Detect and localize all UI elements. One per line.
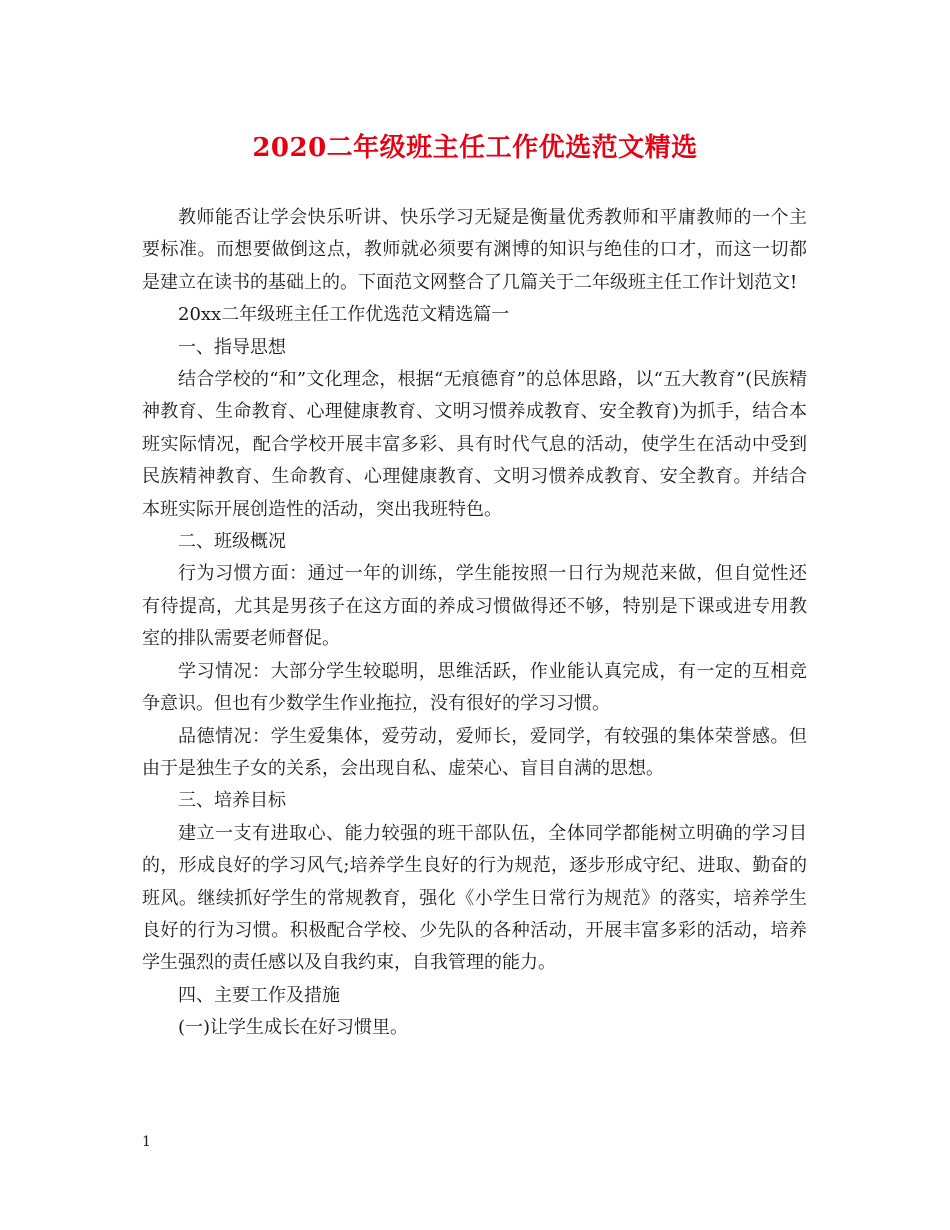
document-body [142,202,807,1045]
section-heading-training-goals: 三、培养目标 [178,790,286,812]
learning-situation-paragraph: 学习情况：大部分学生较聪明，思维活跃，作业能认真完成，有一定的互相竞争意识。但也有少数学生作业拖拉，没有很好的学习习惯。 [142,660,807,715]
page-number: 1 [142,1134,151,1150]
section-heading-main-work: 四、主要工作及措施 [178,984,340,1006]
section-heading-guiding-ideology: 一、指导思想 [178,336,286,358]
document-title: 2020二年级班主任工作优选范文精选 [252,133,698,163]
subsection-heading-good-habits: (一)让学生成长在好习惯里。 [178,1017,409,1039]
section-heading-article-one: 20xx二年级班主任工作优选范文精选篇一 [178,304,510,326]
training-goals-paragraph: 建立一支有进取心、能力较强的班干部队伍，全体同学都能树立明确的学习目的，形成良好的学习风气;培养学生良好的行为规范，逐步形成守纪、进取、勤奋的班风。继续抓好学生的常规教育，强化《小学生日常行为规范》的落实，培养学生良好的行为习惯。积极配合学校、少先队的各种活动，开展丰富多彩的活动，培养学生强烈的责任感以及自我约束，自我管理的能力。 [142,822,807,974]
behavior-habits-paragraph: 行为习惯方面：通过一年的训练，学生能按照一日行为规范来做，但自觉性还有待提高，尤其是男孩子在这方面的养成习惯做得还不够，特别是下课或进专用教室的排队需要老师督促。 [142,563,807,650]
guiding-ideology-paragraph: 结合学校的“和”文化理念，根据“无痕德育”的总体思路，以“五大教育”(民族精神教育、生命教育、心理健康教育、文明习惯养成教育、安全教育)为抓手，结合本班实际情况，配合学校开展丰富多彩、具有时代气息的活动，使学生在活动中受到民族精神教育、生命教育、心理健康教育、文明习惯养成教育、安全教育。并结合本班实际开展创造性的活动，突出我班特色。 [142,369,807,520]
moral-situation-paragraph: 品德情况：学生爱集体，爱劳动，爱师长，爱同学，有较强的集体荣誉感。但由于是独生子女的关系，会出现自私、虚荣心、盲目自满的思想。 [142,725,807,779]
intro-paragraph: 教师能否让学会快乐听讲、快乐学习无疑是衡量优秀教师和平庸教师的一个主要标准。而想要做倒这点，教师就必须要有渊博的知识与绝佳的口才，而这一切都是建立在读书的基础上的。下面范文网整合了几篇关于二年级班主任工作计划范文! [142,207,807,293]
section-heading-class-overview: 二、班级概况 [178,531,286,553]
